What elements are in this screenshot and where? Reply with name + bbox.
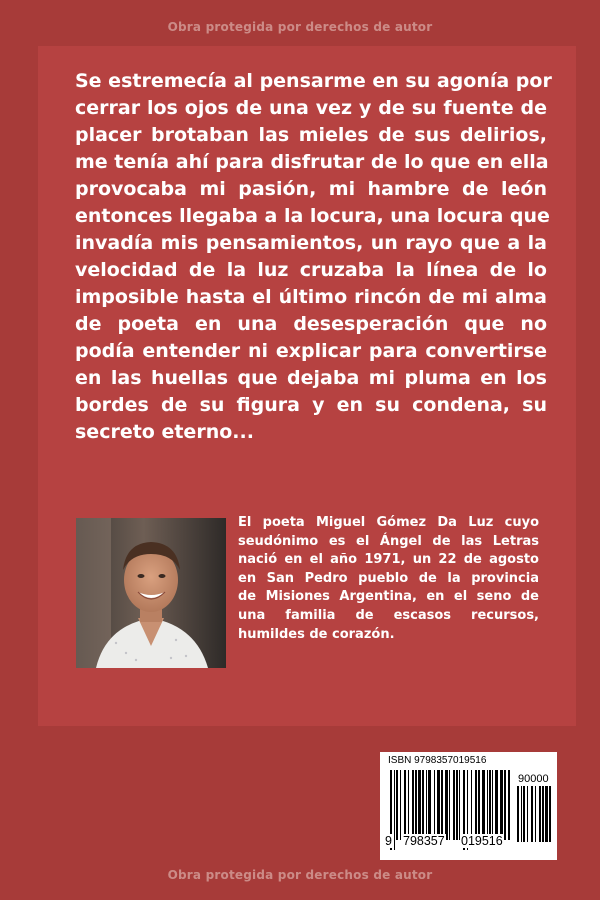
barcode-bar [396, 770, 398, 840]
barcode-bar [441, 770, 443, 840]
barcode-bar [426, 770, 427, 840]
bio-line: El poeta Miguel Gómez Da Luz cuyo [238, 515, 539, 530]
author-photo [76, 518, 226, 668]
barcode-bar [478, 770, 480, 840]
barcode-bar [545, 786, 548, 842]
barcode-bar [517, 786, 519, 842]
blurb-line: Se estremecía al pensarme en su agonía por [75, 70, 552, 92]
barcode-bar [453, 770, 455, 840]
bio-line: una familia de escasos recursos, [238, 607, 539, 623]
barcode-bar [418, 770, 421, 840]
barcode-addon-bars [517, 786, 551, 852]
barcode-bar [475, 770, 477, 840]
barcode-bar [471, 770, 472, 840]
barcode-bar [508, 770, 510, 840]
author-portrait-image [76, 518, 226, 668]
blurb-line: imposible hasta el último rincón de mi alma [75, 286, 547, 308]
blurb-line: me tenía ahí para disfrutar de lo que en ella [75, 151, 549, 173]
barcode-bar [456, 770, 458, 840]
bio-line: de Misiones Argentina, en el seno de [238, 589, 539, 605]
barcode-bar [531, 786, 533, 842]
isbn-barcode [380, 752, 557, 860]
barcode-digit-first: 9 [385, 834, 392, 848]
barcode-bar [434, 770, 435, 840]
isbn-text: ISBN 9798357019516 [388, 755, 487, 766]
barcode-bar [422, 770, 424, 840]
barcode-bar [400, 770, 401, 840]
copyright-watermark-top: Obra protegida por derechos de autor [167, 20, 433, 34]
barcode-bar [521, 786, 522, 842]
barcode-bar [437, 770, 440, 840]
blurb-line: cerrar los ojos de una vez y de su fuente de [75, 97, 547, 119]
blurb-line: placer brotaban las mieles de sus delirios, [75, 124, 547, 146]
barcode-addon-number: 90000 [518, 773, 549, 785]
blurb-line: secreto eterno... [75, 421, 254, 443]
barcode-bar [415, 770, 417, 840]
barcode-bar [459, 770, 460, 840]
blurb-line: provocaba mi pasión, mi hambre de león [75, 178, 547, 200]
barcode-bar [428, 770, 431, 840]
barcode-bar [404, 770, 406, 840]
barcode-bar [412, 770, 414, 840]
barcode-bar [535, 786, 536, 842]
barcode-bar [408, 770, 409, 840]
barcode-bar [495, 770, 498, 840]
blurb-line: velocidad de la luz cruzaba la línea de lo [75, 259, 547, 281]
blurb-line: bordes de su figura y en su condena, su [75, 394, 547, 416]
barcode-bar [539, 786, 541, 842]
barcode-bar [523, 786, 525, 842]
author-bio [238, 514, 539, 644]
barcode-bar [449, 770, 450, 840]
barcode-bar [549, 786, 551, 842]
blurb-line: entonces llegaba a la locura, una locura que [75, 205, 550, 227]
barcode-bar [504, 770, 506, 840]
barcode-bar [487, 770, 488, 840]
barcode-bar [492, 770, 493, 840]
barcode-bar [489, 770, 491, 840]
bio-line: humildes de corazón. [238, 626, 395, 642]
blurb-line: invadía mis pensamientos, un rayo que a la [75, 232, 547, 254]
barcode-bar [527, 786, 528, 842]
barcode-bar [542, 786, 544, 842]
barcode-digit-group2: 019516 [461, 834, 503, 848]
copyright-watermark-bottom: Obra protegida por derechos de autor [167, 868, 433, 882]
blurb-line: podía entender ni explicar para convertirse [75, 340, 547, 362]
barcode-bar [500, 770, 503, 840]
barcode-bar [445, 770, 448, 840]
bio-line: nació en el año 1971, un 22 de agosto [238, 552, 539, 568]
blurb-line: en las huellas que dejaba mi pluma en los [75, 367, 547, 389]
barcode-digit-group1: 798357 [403, 834, 445, 848]
bio-line: seudónimo es el Ángel de las Letras [238, 533, 539, 549]
bio-line: en San Pedro pueblo de la provincia [238, 570, 539, 586]
blurb-line: de poeta en una desesperación que no [75, 313, 547, 335]
back-cover-panel [38, 46, 576, 726]
back-cover-blurb [75, 68, 552, 446]
barcode-bar [482, 770, 485, 840]
barcode-bar [394, 770, 395, 850]
